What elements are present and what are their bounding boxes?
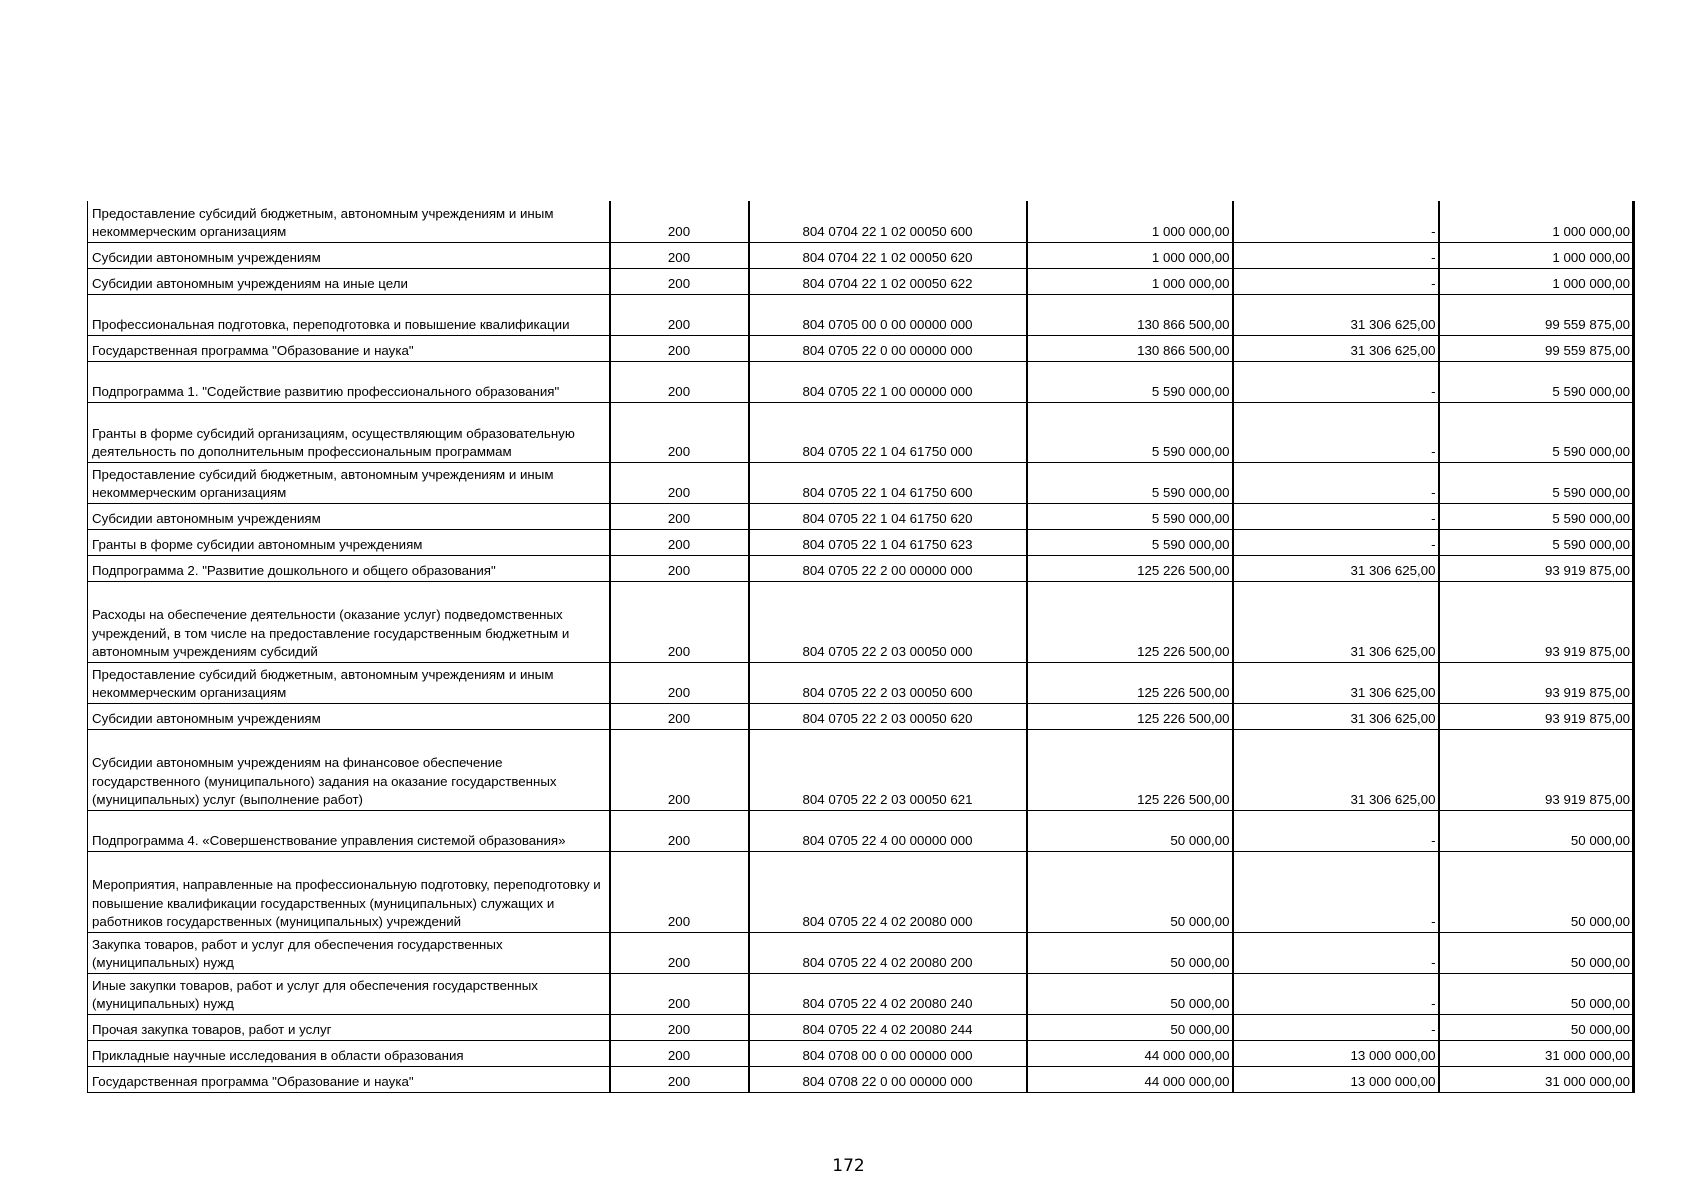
row-executed-amount: 31 306 625,00 [1233, 703, 1439, 729]
row-executed-amount: - [1233, 361, 1439, 402]
row-name: Подпрограмма 4. «Совершенствование управления системой образования» [88, 810, 610, 851]
row-executed-amount: 31 306 625,00 [1233, 662, 1439, 703]
row-executed-amount: - [1233, 932, 1439, 973]
row-kbk-code: 804 0708 22 0 00 00000 000 [749, 1066, 1027, 1092]
row-remaining-amount: 50 000,00 [1439, 973, 1634, 1014]
row-name: Предоставление субсидий бюджетным, автономным учреждениям и иным некоммерческим организациям [88, 662, 610, 703]
table-row [88, 581, 1634, 662]
table-row [88, 294, 1634, 335]
table-row [88, 662, 1634, 703]
row-remaining-amount: 31 000 000,00 [1439, 1066, 1634, 1092]
budget-table-body [88, 201, 1634, 1092]
row-remaining-amount: 99 559 875,00 [1439, 335, 1634, 361]
row-executed-amount: 31 306 625,00 [1233, 335, 1439, 361]
row-name: Субсидии автономным учреждениям на иные цели [88, 268, 610, 294]
row-planned-amount: 130 866 500,00 [1027, 294, 1233, 335]
row-kbk-code: 804 0705 22 1 04 61750 623 [749, 529, 1027, 555]
row-kbk-code: 804 0705 22 4 02 20080 240 [749, 973, 1027, 1014]
row-name: Предоставление субсидий бюджетным, автономным учреждениям и иным некоммерческим организациям [88, 201, 610, 242]
row-name: Прикладные научные исследования в области образования [88, 1040, 610, 1066]
row-remaining-amount: 5 590 000,00 [1439, 503, 1634, 529]
row-kbk-code: 804 0705 22 2 00 00000 000 [749, 555, 1027, 581]
table-row [88, 1014, 1634, 1040]
row-kbk-code: 804 0705 22 4 02 20080 244 [749, 1014, 1027, 1040]
row-code: 200 [610, 335, 749, 361]
row-code: 200 [610, 294, 749, 335]
row-kbk-code: 804 0705 22 4 00 00000 000 [749, 810, 1027, 851]
row-remaining-amount: 1 000 000,00 [1439, 268, 1634, 294]
row-executed-amount: - [1233, 973, 1439, 1014]
row-kbk-code: 804 0705 22 1 04 61750 000 [749, 402, 1027, 462]
row-code: 200 [610, 462, 749, 503]
row-name: Государственная программа "Образование и наука" [88, 1066, 610, 1092]
row-planned-amount: 125 226 500,00 [1027, 729, 1233, 810]
row-name: Подпрограмма 2. "Развитие дошкольного и общего образования" [88, 555, 610, 581]
row-planned-amount: 5 590 000,00 [1027, 402, 1233, 462]
row-planned-amount: 1 000 000,00 [1027, 268, 1233, 294]
row-remaining-amount: 93 919 875,00 [1439, 555, 1634, 581]
row-executed-amount: - [1233, 201, 1439, 242]
table-row [88, 268, 1634, 294]
row-planned-amount: 5 590 000,00 [1027, 462, 1233, 503]
row-executed-amount: 31 306 625,00 [1233, 555, 1439, 581]
row-kbk-code: 804 0708 00 0 00 00000 000 [749, 1040, 1027, 1066]
row-planned-amount: 1 000 000,00 [1027, 242, 1233, 268]
row-remaining-amount: 93 919 875,00 [1439, 729, 1634, 810]
row-remaining-amount: 99 559 875,00 [1439, 294, 1634, 335]
row-remaining-amount: 31 000 000,00 [1439, 1040, 1634, 1066]
row-code: 200 [610, 973, 749, 1014]
row-planned-amount: 125 226 500,00 [1027, 703, 1233, 729]
row-executed-amount: 13 000 000,00 [1233, 1040, 1439, 1066]
row-name: Иные закупки товаров, работ и услуг для обеспечения государственных (муниципальных) нужд [88, 973, 610, 1014]
row-kbk-code: 804 0705 22 2 03 00050 600 [749, 662, 1027, 703]
table-row [88, 810, 1634, 851]
row-name: Субсидии автономным учреждениям [88, 503, 610, 529]
row-name: Субсидии автономным учреждениям на финансовое обеспечение государственного (муниципального) задания на оказание государственных (муниципальных) услуг (выполнение работ) [88, 729, 610, 810]
row-remaining-amount: 5 590 000,00 [1439, 462, 1634, 503]
row-executed-amount: - [1233, 242, 1439, 268]
row-executed-amount: 31 306 625,00 [1233, 294, 1439, 335]
row-remaining-amount: 50 000,00 [1439, 1014, 1634, 1040]
row-kbk-code: 804 0705 22 2 03 00050 620 [749, 703, 1027, 729]
row-kbk-code: 804 0704 22 1 02 00050 620 [749, 242, 1027, 268]
row-kbk-code: 804 0705 22 1 04 61750 600 [749, 462, 1027, 503]
row-code: 200 [610, 1014, 749, 1040]
row-code: 200 [610, 201, 749, 242]
row-remaining-amount: 1 000 000,00 [1439, 242, 1634, 268]
row-kbk-code: 804 0704 22 1 02 00050 622 [749, 268, 1027, 294]
row-kbk-code: 804 0705 22 4 02 20080 200 [749, 932, 1027, 973]
row-kbk-code: 804 0705 22 1 00 00000 000 [749, 361, 1027, 402]
row-remaining-amount: 50 000,00 [1439, 810, 1634, 851]
row-name: Гранты в форме субсидий организациям, осуществляющим образовательную деятельность по дополнительным профессиональным программам [88, 402, 610, 462]
row-executed-amount: - [1233, 503, 1439, 529]
table-row [88, 242, 1634, 268]
row-planned-amount: 50 000,00 [1027, 810, 1233, 851]
table-row [88, 462, 1634, 503]
row-name: Субсидии автономным учреждениям [88, 242, 610, 268]
row-code: 200 [610, 662, 749, 703]
row-code: 200 [610, 402, 749, 462]
table-row [88, 1066, 1634, 1092]
table-row [88, 703, 1634, 729]
row-executed-amount: - [1233, 1014, 1439, 1040]
row-remaining-amount: 93 919 875,00 [1439, 662, 1634, 703]
row-kbk-code: 804 0705 22 1 04 61750 620 [749, 503, 1027, 529]
table-row [88, 503, 1634, 529]
row-executed-amount: 13 000 000,00 [1233, 1066, 1439, 1092]
row-remaining-amount: 5 590 000,00 [1439, 529, 1634, 555]
table-row [88, 973, 1634, 1014]
table-row [88, 851, 1634, 932]
row-code: 200 [610, 729, 749, 810]
row-planned-amount: 5 590 000,00 [1027, 529, 1233, 555]
row-code: 200 [610, 851, 749, 932]
table-row [88, 932, 1634, 973]
row-name: Подпрограмма 1. "Содействие развитию профессионального образования" [88, 361, 610, 402]
row-executed-amount: 31 306 625,00 [1233, 581, 1439, 662]
table-row [88, 1040, 1634, 1066]
row-kbk-code: 804 0704 22 1 02 00050 600 [749, 201, 1027, 242]
row-planned-amount: 125 226 500,00 [1027, 581, 1233, 662]
table-row [88, 201, 1634, 242]
row-planned-amount: 130 866 500,00 [1027, 335, 1233, 361]
row-remaining-amount: 1 000 000,00 [1439, 201, 1634, 242]
budget-table [87, 201, 1635, 1093]
row-name: Гранты в форме субсидии автономным учреждениям [88, 529, 610, 555]
row-code: 200 [610, 1066, 749, 1092]
row-planned-amount: 44 000 000,00 [1027, 1066, 1233, 1092]
row-planned-amount: 44 000 000,00 [1027, 1040, 1233, 1066]
row-name: Профессиональная подготовка, переподготовка и повышение квалификации [88, 294, 610, 335]
row-remaining-amount: 93 919 875,00 [1439, 703, 1634, 729]
row-kbk-code: 804 0705 22 0 00 00000 000 [749, 335, 1027, 361]
row-name: Государственная программа "Образование и наука" [88, 335, 610, 361]
row-name: Расходы на обеспечение деятельности (оказание услуг) подведомственных учреждений, в том числе на предоставление государственным бюджетным и автономным учреждениям субсидий [88, 581, 610, 662]
table-row [88, 529, 1634, 555]
row-kbk-code: 804 0705 00 0 00 00000 000 [749, 294, 1027, 335]
row-planned-amount: 50 000,00 [1027, 973, 1233, 1014]
row-executed-amount: - [1233, 810, 1439, 851]
row-name: Закупка товаров, работ и услуг для обеспечения государственных (муниципальных) нужд [88, 932, 610, 973]
row-remaining-amount: 50 000,00 [1439, 851, 1634, 932]
row-executed-amount: - [1233, 462, 1439, 503]
row-planned-amount: 50 000,00 [1027, 1014, 1233, 1040]
row-remaining-amount: 93 919 875,00 [1439, 581, 1634, 662]
row-planned-amount: 125 226 500,00 [1027, 555, 1233, 581]
row-planned-amount: 50 000,00 [1027, 851, 1233, 932]
row-planned-amount: 125 226 500,00 [1027, 662, 1233, 703]
row-code: 200 [610, 1040, 749, 1066]
row-name: Субсидии автономным учреждениям [88, 703, 610, 729]
row-code: 200 [610, 932, 749, 973]
row-kbk-code: 804 0705 22 2 03 00050 000 [749, 581, 1027, 662]
row-planned-amount: 5 590 000,00 [1027, 503, 1233, 529]
row-planned-amount: 5 590 000,00 [1027, 361, 1233, 402]
table-row [88, 729, 1634, 810]
row-code: 200 [610, 703, 749, 729]
row-code: 200 [610, 555, 749, 581]
page-number: 172 [832, 1156, 865, 1176]
table-row [88, 361, 1634, 402]
row-name: Предоставление субсидий бюджетным, автономным учреждениям и иным некоммерческим организациям [88, 462, 610, 503]
table-row [88, 555, 1634, 581]
row-kbk-code: 804 0705 22 2 03 00050 621 [749, 729, 1027, 810]
row-name: Прочая закупка товаров, работ и услуг [88, 1014, 610, 1040]
row-executed-amount: - [1233, 268, 1439, 294]
row-executed-amount: - [1233, 402, 1439, 462]
row-executed-amount: 31 306 625,00 [1233, 729, 1439, 810]
row-code: 200 [610, 268, 749, 294]
row-code: 200 [610, 529, 749, 555]
row-planned-amount: 1 000 000,00 [1027, 201, 1233, 242]
row-name: Мероприятия, направленные на профессиональную подготовку, переподготовку и повышение квалификации государственных (муниципальных) служащих и работников государственных (муниципальных) учреждений [88, 851, 610, 932]
row-kbk-code: 804 0705 22 4 02 20080 000 [749, 851, 1027, 932]
row-executed-amount: - [1233, 529, 1439, 555]
row-executed-amount: - [1233, 851, 1439, 932]
row-remaining-amount: 5 590 000,00 [1439, 361, 1634, 402]
row-code: 200 [610, 242, 749, 268]
row-code: 200 [610, 581, 749, 662]
table-row [88, 402, 1634, 462]
row-code: 200 [610, 361, 749, 402]
row-code: 200 [610, 503, 749, 529]
table-row [88, 335, 1634, 361]
row-remaining-amount: 5 590 000,00 [1439, 402, 1634, 462]
row-planned-amount: 50 000,00 [1027, 932, 1233, 973]
row-code: 200 [610, 810, 749, 851]
row-remaining-amount: 50 000,00 [1439, 932, 1634, 973]
